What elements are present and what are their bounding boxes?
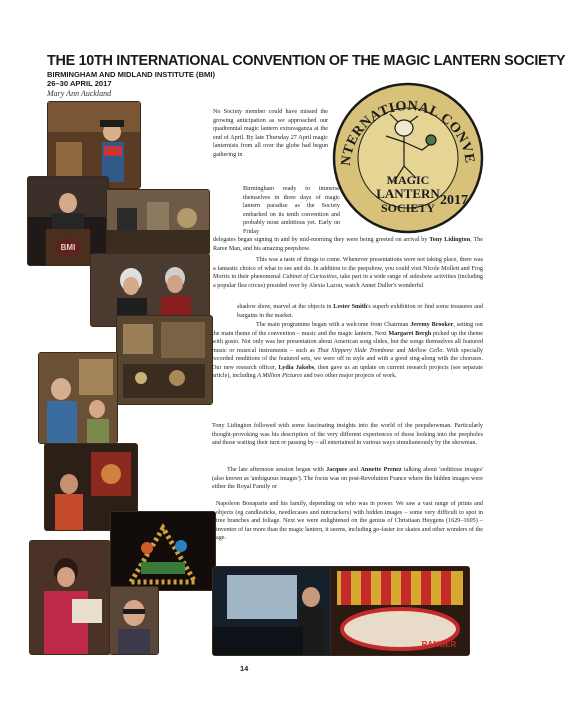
photo-flea-circus-ring	[330, 566, 470, 656]
page-number: 14	[240, 664, 249, 673]
author-byline: Mary Ann Auckland	[47, 89, 112, 98]
photo-illuminated-arch	[110, 511, 216, 591]
paragraph-1b: Birmingham ready to immerse themselves in three days of magic lantern paradise as the Society embarked on its tenth convention and probably most ambitious yet. Early on Friday	[243, 186, 340, 235]
photo-lester-smith	[38, 352, 118, 444]
paragraph-1c: delegates began signing in and by mid-morning they were being greeted on arrival by Tony Lidington, The Raree Man, and his amazing peepshow.	[213, 237, 483, 252]
photo-cabinet-of-curiosities	[116, 315, 213, 405]
paragraph-4a: The late afternoon session began with Jacques and Annette Prenez talking about 'seditious images' (also known as 'ambiguous images'). The focus was on post-Revolution France where the hidden images were either the Royal Family or	[212, 467, 484, 491]
emblem-year: 2017	[440, 193, 468, 208]
date-subtitle: 26–30 APRIL 2017	[47, 79, 112, 88]
paragraph-4b: Napoleon Bonaparte and his family, depending on who was in power. We saw a vast range of prints and objects (eg candlesticks, needlecases and nutcrackers) with hidden images – some very difficult to spot in tree branches and foliage. Next we were enlightened on the genius of Christiaan Huygens (1629–1695) – inventor of far more than the magic lantern, it seems, including go-faster ice skates and other wonders of the age.	[216, 501, 483, 542]
paragraph-2a: This was a taste of things to come. Whenever presentations were not taking place, there was a fantastic choice of what to see and do. In addition to the peepshow, you could visit Nicole Mollett and Frog Morris in their phenomenal Cabinet of Curiosities, take part in a wide range of sideshow activities (including a popular flea circus) presided over by Alexia Lazou, watch Annet Duller's wonderful	[213, 257, 483, 289]
emblem-lantern: LANTERN	[376, 186, 440, 201]
photo-exhibition-lanterns	[106, 189, 210, 255]
venue-subtitle: BIRMINGHAM AND MIDLAND INSTITUTE (BMI)	[47, 70, 216, 79]
paragraph-2c: shadow show, marvel at the objects in Lester Smith's superb exhibition or find some treasures and bargains in the market.	[237, 304, 483, 319]
paragraph-1a: No Society member could have missed the growing anticipation as we approached our quadrennial magic lantern extravaganza at the end of April. By late Thursday 27 April magic lanternists from all over the globe had begun gathering in	[213, 109, 328, 158]
convention-emblem	[330, 82, 486, 234]
emblem-ring-text: NTERNATIONAL CONVE	[338, 98, 477, 167]
photo-woman-with-prints	[29, 540, 111, 655]
photo-man-with-glasses	[109, 586, 159, 655]
paragraph-3a: The main programme began with a welcome from Chairman Jeremy Brooker, setting out the main theme of the convention – music and the magic lantern. Next Margaret Bergh picked up the theme with gusto. Not only was her presentation about American song slides, but the songs themselves all featured music or musical instruments – such as That Slippery Slide Trombone and Mellow Cello. With specially recorded renditions of the featured sets, we were off in style and with a good sing-along with the choruses. Our new research officer, Lydia Jakobs, then gave us an update on current research projects (see separate article), including A Million Pictures and two other major projects of work.	[212, 322, 484, 380]
emblem-magic: MAGIC	[386, 173, 430, 187]
article-title: THE 10TH INTERNATIONAL CONVENTION OF THE MAGIC LANTERN SOCIETY	[47, 53, 565, 69]
paragraph-3c: Tony Lidington followed with some fascinating insights into the world of the peepshowman. Particularly thought-provoking was his description of the very different experiences of those looking into the peepholes and those waiting their turn or passing by – all entertained in various ways simultaneously by the showman.	[212, 423, 483, 447]
bmi-sign: BMI	[60, 243, 76, 252]
emblem-society: SOCIETY	[380, 201, 436, 215]
ranger-sign: RANGER	[421, 640, 457, 649]
photo-audience-screen	[212, 566, 336, 656]
